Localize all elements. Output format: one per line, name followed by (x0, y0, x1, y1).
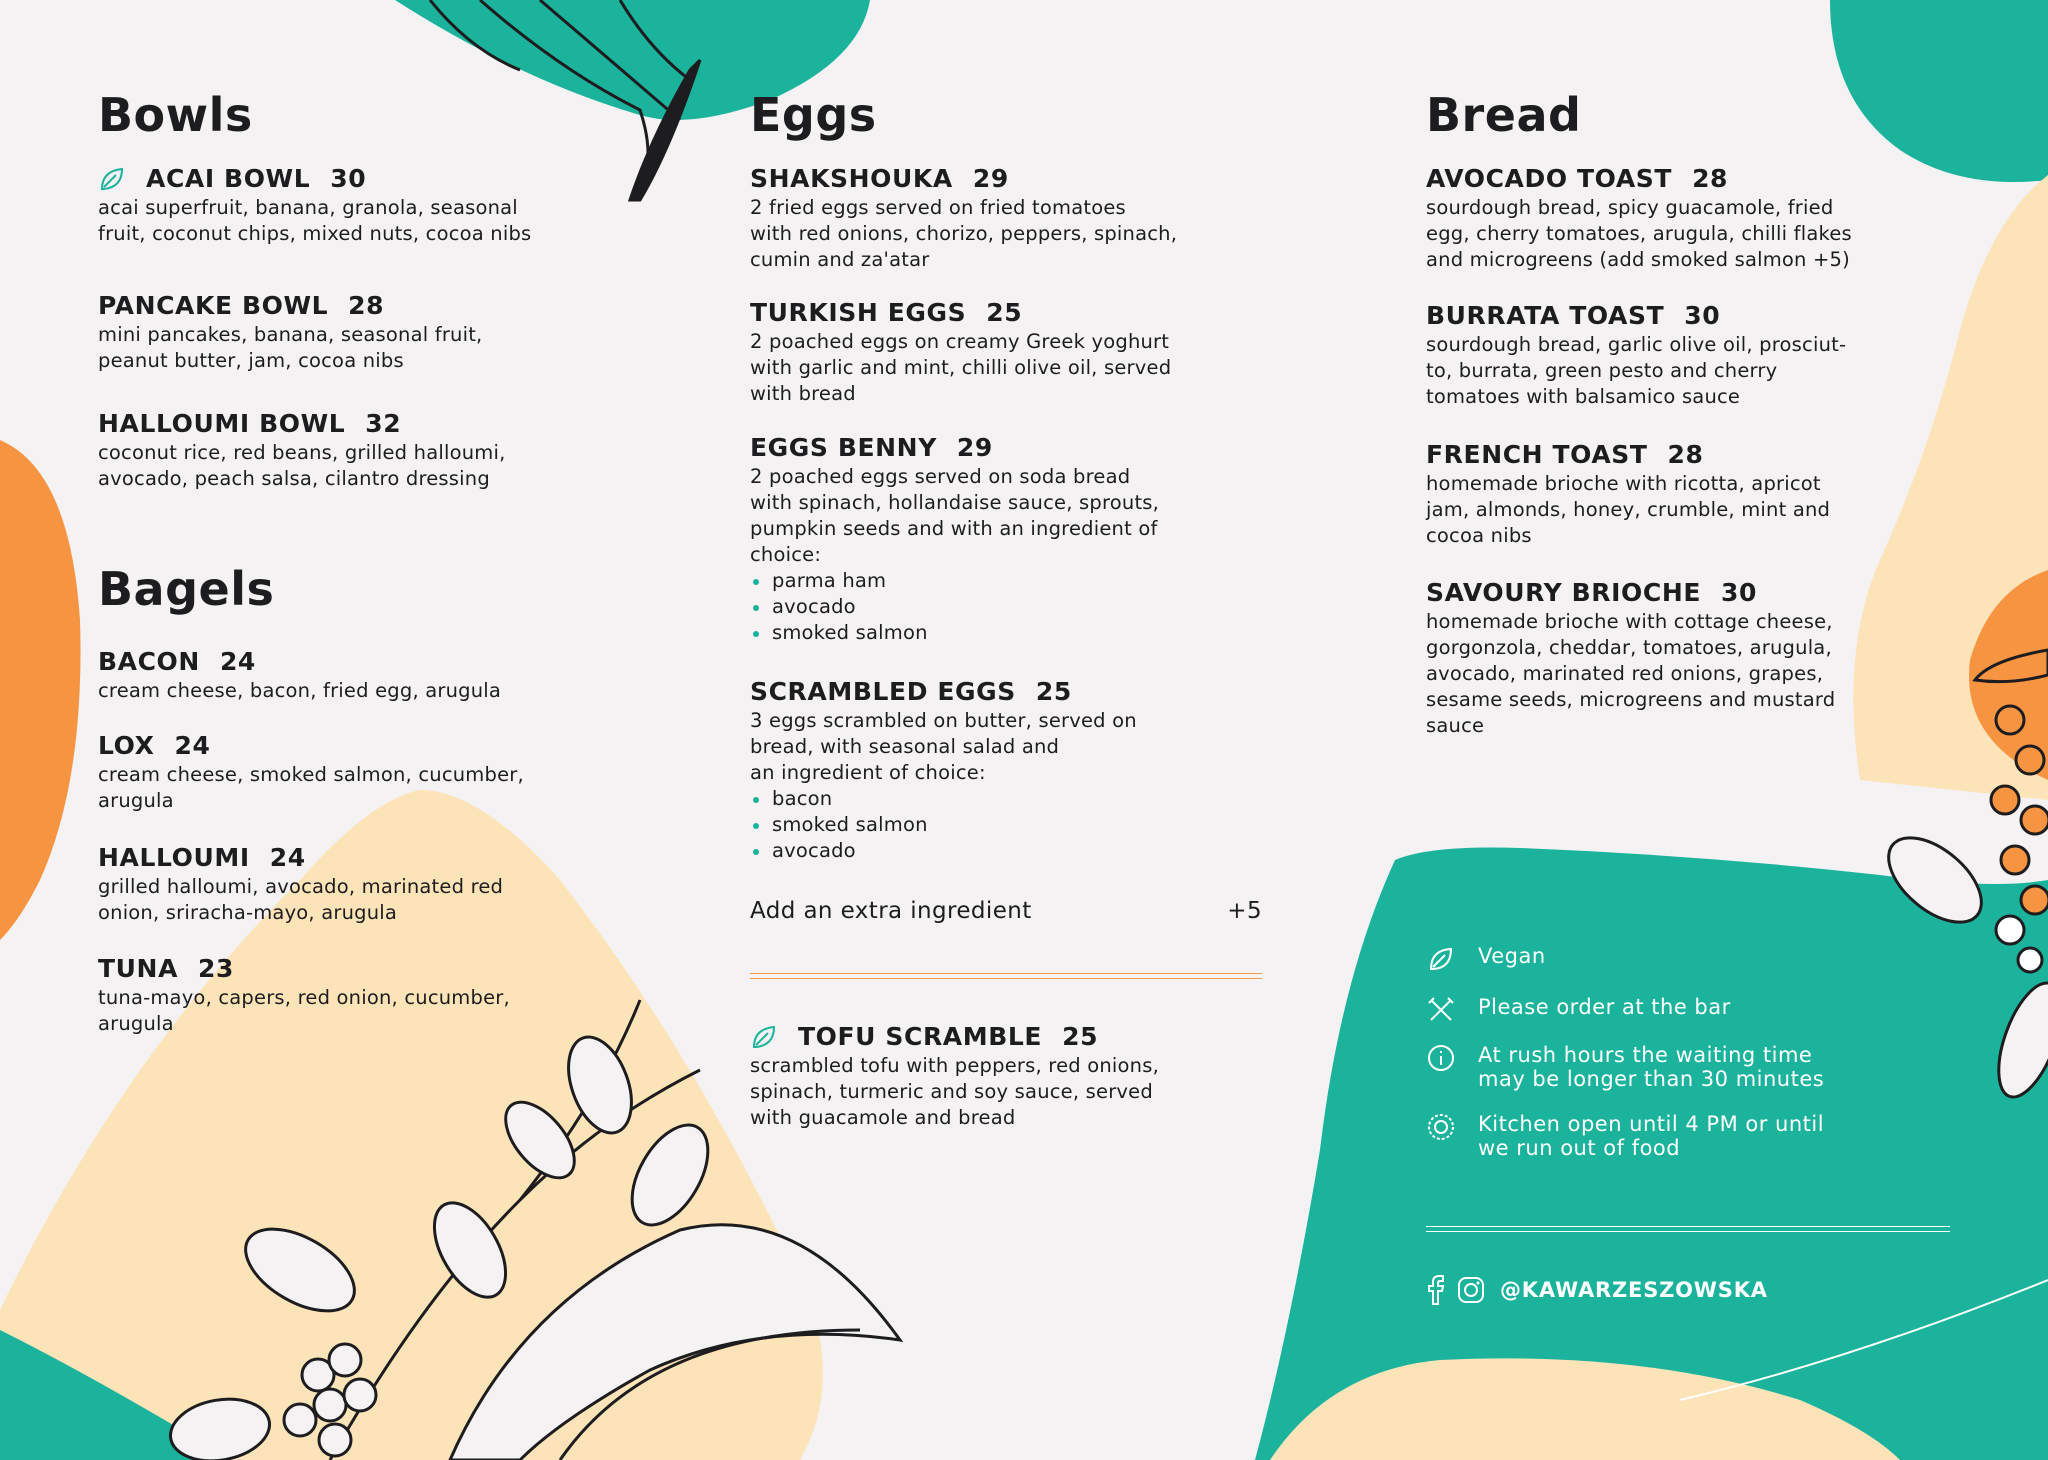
instagram-icon[interactable] (1456, 1275, 1486, 1305)
orange-divider (750, 973, 1262, 979)
item-price: 23 (198, 954, 235, 983)
item-name: PANCAKE BOWL (98, 291, 329, 320)
item-name: LOX (98, 731, 155, 760)
item-name: EGGS BENNY (750, 433, 937, 462)
item-name: SHAKSHOUKA (750, 164, 953, 193)
item-price: 29 (956, 433, 993, 462)
item-description: coconut rice, red beans, grilled halloumi, avocado, peach salsa, cilantro dressing (98, 441, 506, 490)
item-description: homemade brioche with ricotta, apricot jam, almonds, honey, crumble, mint and cocoa nibs (1426, 472, 1831, 547)
item-price: 25 (1062, 1022, 1099, 1051)
menu-item-turkish-eggs (750, 297, 1270, 407)
menu-item-savoury-brioche (1426, 577, 1966, 739)
item-price: 28 (1692, 164, 1729, 193)
option-item: bacon (750, 786, 1270, 812)
menu-item-tofu-scramble (750, 1021, 1270, 1131)
item-description: sourdough bread, spicy guacamole, fried egg, cherry tomatoes, arugula, chilli flakes and microgreens (add smoked salmon +5) (1426, 196, 1852, 271)
item-price: 30 (1721, 578, 1758, 607)
clock-icon (1426, 1112, 1456, 1142)
menu-item-french-toast (1426, 439, 1966, 549)
item-name: ACAI BOWL (146, 164, 311, 193)
section-title-bagels: Bagels (98, 562, 275, 616)
item-name: TURKISH EGGS (750, 298, 967, 327)
menu-item-acai-bowl (98, 163, 658, 247)
item-name: SCRAMBLED EGGS (750, 677, 1016, 706)
menu-item-halloumi-bowl (98, 408, 658, 492)
item-price: 25 (986, 298, 1023, 327)
item-name: HALLOUMI BOWL (98, 409, 346, 438)
item-price: 32 (365, 409, 402, 438)
info-rush (1426, 1043, 1946, 1091)
item-price: 24 (174, 731, 211, 760)
info-kitchen-text: Kitchen open until 4 PM or until we run out of food (1478, 1112, 1825, 1160)
item-name: BURRATA TOAST (1426, 301, 1665, 330)
vegan-leaf-icon (98, 165, 126, 193)
section-title-bowls: Bowls (98, 88, 253, 142)
leaf-icon (1426, 944, 1456, 974)
menu-item-eggs-benny (750, 432, 1270, 646)
item-description: 2 poached eggs served on soda bread with spinach, hollandaise sauce, sprouts, pumpkin seeds and with an ingredient of choice: (750, 465, 1160, 566)
item-name: TOFU SCRAMBLE (798, 1022, 1043, 1051)
item-price: 29 (972, 164, 1009, 193)
item-description: acai superfruit, banana, granola, seasonal fruit, coconut chips, mixed nuts, cocoa nibs (98, 196, 532, 245)
menu-item-halloumi-bagel (98, 842, 658, 926)
item-name: HALLOUMI (98, 843, 250, 872)
item-description: 2 fried eggs served on fried tomatoes with red onions, chorizo, peppers, spinach, cumin and za'atar (750, 196, 1178, 271)
item-description: cream cheese, bacon, fried egg, arugula (98, 679, 502, 702)
item-name: BACON (98, 647, 200, 676)
social-row (1426, 1274, 1768, 1306)
item-description: sourdough bread, garlic olive oil, prosciut- to, burrata, green pesto and cherry tomatoes with balsamico sauce (1426, 333, 1847, 408)
vegan-leaf-icon (750, 1023, 778, 1051)
item-price: 24 (269, 843, 306, 872)
info-order (1426, 995, 1946, 1025)
item-price: 28 (1667, 440, 1704, 469)
menu-item-bacon (98, 646, 658, 704)
info-icon (1426, 1043, 1456, 1073)
option-item: smoked salmon (750, 812, 1270, 838)
item-price: 24 (219, 647, 256, 676)
item-description: 3 eggs scrambled on butter, served on bread, with seasonal salad and an ingredient of choice: (750, 709, 1137, 784)
social-handle[interactable]: @KAWARZESZOWSKA (1500, 1278, 1768, 1302)
item-description: cream cheese, smoked salmon, cucumber, arugula (98, 763, 524, 812)
item-description: scrambled tofu with peppers, red onions, spinach, turmeric and soy sauce, served with guacamole and bread (750, 1054, 1159, 1129)
info-vegan (1426, 944, 1946, 974)
item-price: 28 (348, 291, 385, 320)
info-order-text: Please order at the bar (1478, 995, 1731, 1019)
option-list (750, 568, 1270, 646)
menu-item-tuna (98, 953, 658, 1037)
menu-item-avocado-toast (1426, 163, 1966, 273)
option-item: avocado (750, 838, 1270, 864)
item-name: TUNA (98, 954, 179, 983)
menu-item-lox (98, 730, 658, 814)
item-description: 2 poached eggs on creamy Greek yoghurt with garlic and mint, chilli olive oil, served with bread (750, 330, 1172, 405)
section-title-bread: Bread (1426, 88, 1582, 142)
extra-ingredient-label: Add an extra ingredient (750, 898, 1032, 924)
facebook-icon[interactable] (1426, 1274, 1446, 1306)
extra-ingredient-price: +5 (1227, 898, 1262, 924)
option-item: smoked salmon (750, 620, 1270, 646)
menu-item-pancake-bowl (98, 290, 658, 374)
extra-ingredient-row (750, 898, 1262, 924)
option-item: avocado (750, 594, 1270, 620)
info-rush-text: At rush hours the waiting time may be longer than 30 minutes (1478, 1043, 1825, 1091)
info-vegan-text: Vegan (1478, 944, 1546, 968)
fork-knife-icon (1426, 995, 1456, 1025)
item-description: homemade brioche with cottage cheese, gorgonzola, cheddar, tomatoes, arugula, avocado, marinated red onions, grapes, sesame seeds, microgreens and mustard sauce (1426, 610, 1836, 737)
option-list (750, 786, 1270, 864)
item-name: AVOCADO TOAST (1426, 164, 1673, 193)
item-price: 30 (330, 164, 367, 193)
menu-item-scrambled-eggs (750, 676, 1270, 864)
item-price: 25 (1035, 677, 1072, 706)
menu-item-shakshouka (750, 163, 1270, 273)
item-price: 30 (1684, 301, 1721, 330)
item-description: tuna-mayo, capers, red onion, cucumber, arugula (98, 986, 510, 1035)
item-description: grilled halloumi, avocado, marinated red onion, sriracha-mayo, arugula (98, 875, 504, 924)
section-title-eggs: Eggs (750, 88, 877, 142)
menu-item-burrata-toast (1426, 300, 1966, 410)
white-divider (1426, 1226, 1950, 1232)
item-description: mini pancakes, banana, seasonal fruit, peanut butter, jam, cocoa nibs (98, 323, 483, 372)
option-item: parma ham (750, 568, 1270, 594)
info-kitchen (1426, 1112, 1946, 1160)
item-name: SAVOURY BRIOCHE (1426, 578, 1702, 607)
item-name: FRENCH TOAST (1426, 440, 1648, 469)
